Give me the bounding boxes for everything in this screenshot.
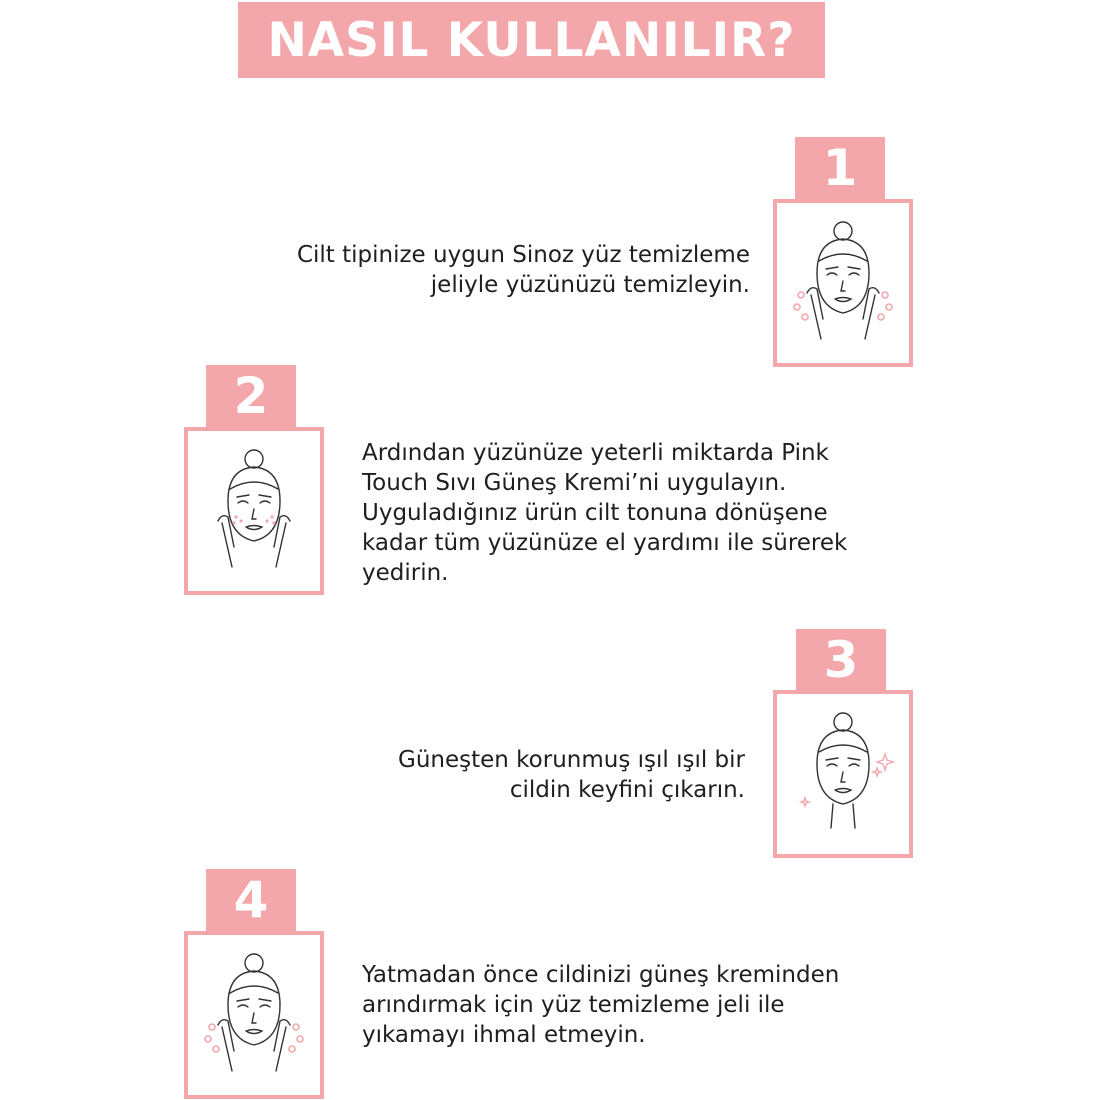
- face-washing-icon: [188, 935, 320, 1095]
- text-line: Touch Sıvı Güneş Kremi’ni uygulayın.: [362, 470, 787, 496]
- text-line: Yatmadan önce cildinizi güneş kreminden: [362, 962, 840, 988]
- face-washing-icon: [777, 203, 909, 363]
- text-line: arındırmak için yüz temizleme jeli ile: [362, 992, 785, 1018]
- step-1-text: [200, 240, 750, 300]
- step-4-text: [362, 960, 922, 1050]
- text-line: yedirin.: [362, 560, 449, 586]
- step-2-number: 2: [206, 365, 296, 427]
- step-3-text: [200, 745, 745, 805]
- text-line: cildin keyfini çıkarın.: [509, 777, 745, 803]
- text-line: kadar tüm yüzünüze el yardımı ile sürerek: [362, 530, 848, 556]
- step-2-illustration: [184, 427, 324, 595]
- page-title: NASIL KULLANILIR?: [238, 2, 825, 78]
- face-glowing-icon: [777, 694, 909, 854]
- step-3-number: 3: [796, 629, 886, 691]
- step-3-illustration: [773, 690, 913, 858]
- step-4-number: 4: [206, 869, 296, 931]
- text-line: jeliyle yüzünüzü temizleyin.: [430, 272, 750, 298]
- step-1-illustration: [773, 199, 913, 367]
- text-line: Cilt tipinize uygun Sinoz yüz temizleme: [296, 242, 750, 268]
- step-4-illustration: [184, 931, 324, 1099]
- face-applying-cream-icon: [188, 431, 320, 591]
- text-line: Güneşten korunmuş ışıl ışıl bir: [398, 747, 745, 773]
- step-1-number: 1: [795, 137, 885, 199]
- text-line: Ardından yüzünüze yeterli miktarda Pink: [362, 440, 829, 466]
- text-line: yıkamayı ihmal etmeyin.: [362, 1022, 646, 1048]
- step-2-text: [362, 438, 922, 588]
- text-line: Uyguladığınız ürün cilt tonuna dönüşene: [362, 500, 828, 526]
